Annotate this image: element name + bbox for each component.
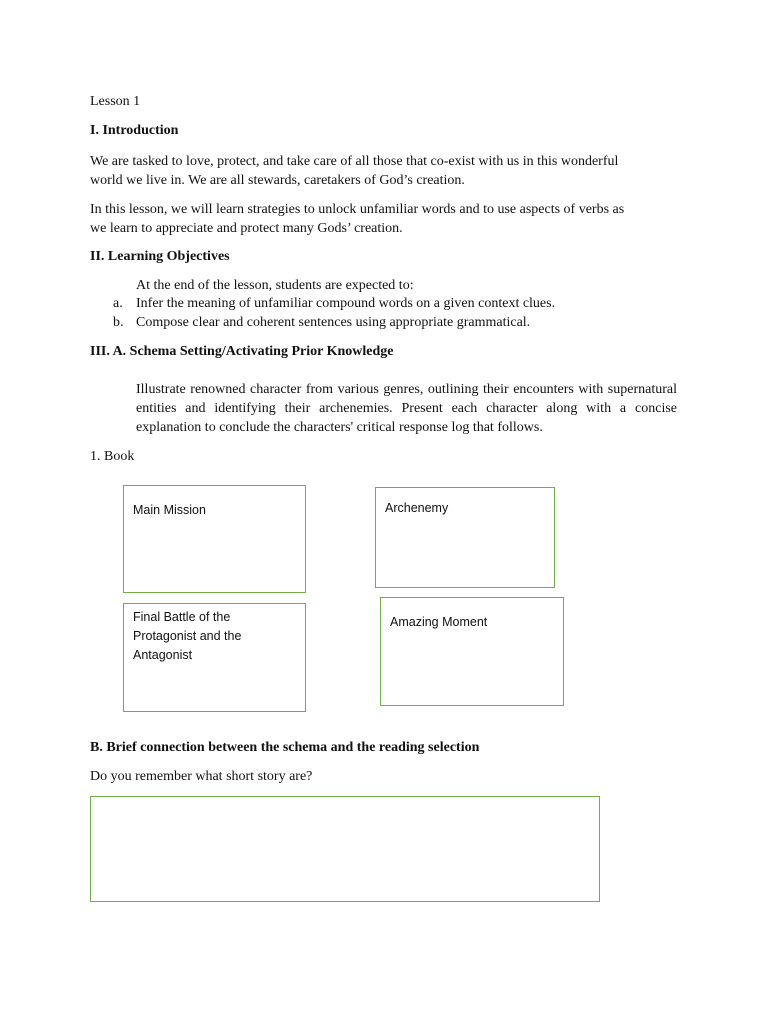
amazing-moment-box[interactable] xyxy=(380,597,564,706)
book-label: 1. Book xyxy=(90,449,135,464)
objectives-intro: At the end of the lesson, students are expected to: xyxy=(136,278,414,293)
introduction-paragraph-2-line-2: we learn to appreciate and protect many Gods’ creation. xyxy=(90,221,403,236)
final-battle-box[interactable] xyxy=(123,603,306,712)
objective-marker: b. xyxy=(113,315,124,330)
introduction-paragraph-2 xyxy=(90,200,670,238)
introduction-heading: I. Introduction xyxy=(90,123,179,138)
main-mission-box[interactable] xyxy=(123,485,306,593)
archenemy-box[interactable] xyxy=(375,487,555,588)
amazing-moment-label: Amazing Moment xyxy=(390,615,488,629)
final-battle-label: Final Battle of the Protagonist and the Antagonist xyxy=(133,610,242,662)
lesson-title: Lesson 1 xyxy=(90,94,141,109)
objective-item xyxy=(113,314,530,332)
objective-text: Infer the meaning of unfamiliar compound words on a given context clues. xyxy=(136,296,556,311)
learning-objectives-heading: II. Learning Objectives xyxy=(90,249,230,264)
schema-setting-heading: III. A. Schema Setting/Activating Prior Knowledge xyxy=(90,344,394,359)
introduction-paragraph-1-line-2: world we live in. We are all stewards, caretakers of God’s creation. xyxy=(90,173,465,188)
introduction-paragraph-1-line-1: We are tasked to love, protect, and take care of all those that co-exist with us in this wonderful xyxy=(90,154,619,169)
schema-instructions: Illustrate renowned character from various genres, outlining their encounters with supernatural entities and identifying their archenemies. Present each character along with a concise explanation to conclude the characters' critical response log that follows. xyxy=(136,382,677,435)
short-story-question: Do you remember what short story are? xyxy=(90,769,313,784)
objective-item xyxy=(113,295,555,313)
objective-marker: a. xyxy=(113,296,123,311)
short-story-answer-box[interactable] xyxy=(90,796,600,902)
archenemy-label: Archenemy xyxy=(385,501,449,515)
objective-text: Compose clear and coherent sentences using appropriate grammatical. xyxy=(136,315,531,330)
introduction-paragraph-1 xyxy=(90,152,670,190)
introduction-paragraph-2-line-1: In this lesson, we will learn strategies to unlock unfamiliar words and to use aspects of verbs as xyxy=(90,202,625,217)
brief-connection-heading: B. Brief connection between the schema and the reading selection xyxy=(90,740,480,755)
main-mission-label: Main Mission xyxy=(133,503,206,517)
